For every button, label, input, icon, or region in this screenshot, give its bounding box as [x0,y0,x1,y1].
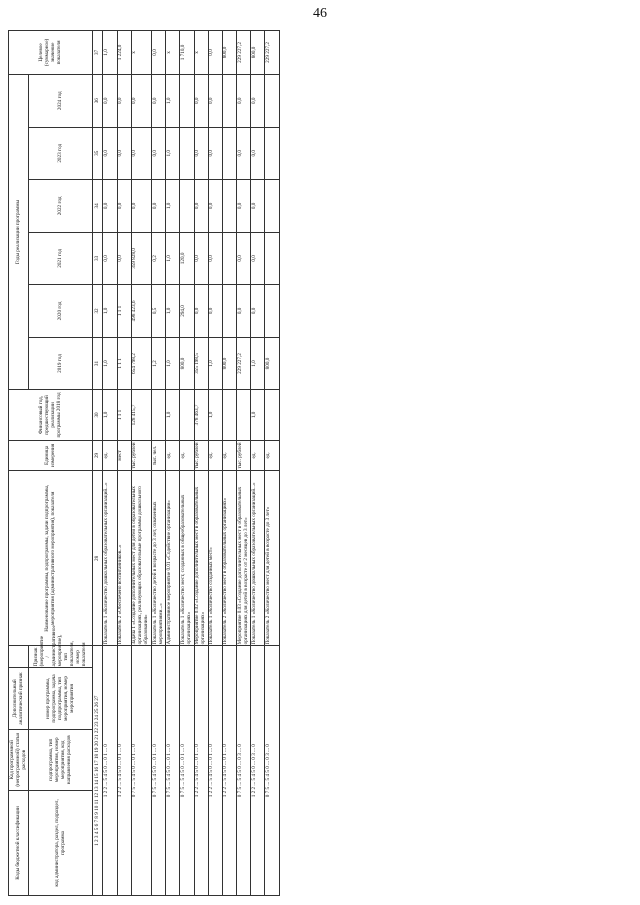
row-year-value: 0,0 [131,127,151,180]
row-year-value [222,232,236,285]
hdr-codes-c: номер программы, подпрограмма, задача подпрограммы, тип мероприятия, номер мероприятия [29,668,93,729]
row-base-year: 378 463,7 [194,390,208,440]
row-codes: 1 2 2 ... 5 4 5 0 ... 0 1 ... 0 [117,646,131,896]
col-number: 25 [93,708,100,714]
row-year-value [180,180,194,233]
row-year-value: 1,2 [151,337,165,390]
row-year-value: 0,0 [131,74,151,127]
row-codes: 0 7 5 ... 5 4 5 0 ... 0 1 ... 0 [151,646,165,896]
col-number: 20 [93,740,100,747]
col-number: 23 [93,721,100,727]
row-final-value: 1,0 [103,31,117,75]
hdr-codes-d: Признак (мероприятие / административное мероприятие), тип показателя, номер показателя [29,646,93,668]
row-unit: ед. [222,440,236,471]
col-head: номер показателя [74,642,87,667]
row-base-year: 1,0 [251,390,265,440]
row-base-year [265,390,279,440]
row-codes: 0 7 5 ... 5 4 5 0 ... 0 3 ... 0 [237,646,251,896]
row-year-value: 0,0 [237,232,251,285]
year-2024: 2024 год [29,74,93,127]
row-year-value: 654 798,2 [131,337,151,390]
col-head: номер программы [44,679,51,720]
col-index: 30 [93,390,103,440]
row-year-value: 0,0 [103,127,117,180]
hdr-years-group: Годы реализации программы [9,74,29,389]
col-head: программа [59,831,66,855]
col-number: 2 [93,839,100,842]
row-base-year: 1,0 [208,390,222,440]
row-year-value [180,74,194,127]
row-final-value: 0,0 [208,31,222,75]
row-year-value: 1 1 1 [117,285,131,338]
row-base-year: 1 1 1 [117,390,131,440]
row-year-value: 0,0 [151,127,165,180]
row-description: Мероприятие 0.02 «Создание дополнительных мест в образовательных организациях» [194,471,208,646]
row-codes: 1 2 2 ... 5 4 5 0 ... 0 1 ... 0 [222,646,236,896]
row-year-value: 0,0 [251,127,265,180]
row-final-value: 800,0 [251,31,265,75]
hdr-codes-a: код администратора, раздел, подраздел, программа [29,790,93,895]
row-description: Показатель 2 «Количество мест в образовательных организациях» [222,471,236,646]
table-row [237,31,251,896]
row-final-value: 229 227,2 [237,31,251,75]
row-year-value [222,180,236,233]
col-number: 6 [93,823,100,827]
row-year-value: 355 198,5 [194,337,208,390]
row-year-value: 0,0 [208,127,222,180]
row-year-value: 1,0 [166,337,180,390]
row-year-value: 1,0 [208,337,222,390]
row-description: Показатель 2 «Количество мест для детей в возрасте до 3 лет» [265,471,279,646]
row-year-value: 120,0 [180,232,194,285]
row-year-value: 0,0 [131,180,151,233]
row-year-value [222,74,236,127]
col-number: 5 [93,827,100,831]
row-unit: тыс. рублей [131,440,151,471]
year-2020: 2020 год [29,285,93,338]
hdr-base-year: Финансовый год, предшествующий реализации программы 2018 год [9,390,93,440]
row-base-year [180,390,194,440]
table-row [194,31,208,896]
row-unit: мест [117,440,131,471]
col-head: тип мероприятия [56,676,69,721]
row-year-value: 0,0 [251,180,265,233]
row-year-value: 0,0 [194,285,208,338]
row-codes: 0 7 5 ... 5 4 5 0 ... 0 3 ... 0 [265,646,279,896]
col-index: 35 [93,127,103,180]
row-year-value: 0,0 [117,74,131,127]
col-number: 7 [93,819,100,823]
hdr-blank [9,646,29,668]
hdr-activity-class: Дополнительный аналитический признак [9,668,29,729]
program-table [8,30,280,896]
col-head: Признак (мероприятие / административное мероприятие) [32,625,63,667]
col-index: 37 [93,31,103,75]
row-year-value: 0,0 [194,232,208,285]
col-index: 34 [93,180,103,233]
col-number: 14 [93,779,100,786]
row-unit: тыс. рублей [194,440,208,471]
row-year-value: 1 1 1 [117,337,131,390]
row-year-value: 0,0 [251,232,265,285]
row-year-value: 0,0 [117,180,131,233]
row-year-value: 0,2 [151,232,165,285]
col-index-codes [93,646,103,896]
row-description: Показатель 1 «Количество детей в возрасте до 3 лет, охваченных мероприятиями...» [151,471,165,646]
row-year-value [265,285,279,338]
col-head: код направления расходов [59,735,72,785]
col-number: 3 [93,835,100,839]
row-year-value: 1,0 [103,337,117,390]
col-number: 18 [93,753,100,760]
table-row [251,31,265,896]
row-year-value: 0,0 [237,285,251,338]
row-year-value: 1,0 [166,285,180,338]
row-year-value: 0,0 [208,285,222,338]
table-row [180,31,194,896]
table-row [265,31,279,896]
col-number: 13 [93,786,100,792]
table-row [151,31,165,896]
row-year-value: 800,0 [180,337,194,390]
row-year-value [180,127,194,180]
row-year-value: 1,0 [103,285,117,338]
col-number: 12 [93,792,100,799]
row-year-value: 0,0 [237,127,251,180]
col-number: 16 [93,766,100,773]
row-unit: тыс. рублей [237,440,251,471]
row-year-value: 294,0 [180,285,194,338]
col-head: подраздел [53,800,60,823]
col-number: 27 [93,695,100,701]
col-number: 15 [93,773,100,779]
row-final-value: 1 224,0 [117,31,131,75]
row-codes: 0 7 5 ... 5 4 5 0 ... 0 1 ... 0 [180,646,194,896]
row-unit: ед. [208,440,222,471]
row-final-value: 0,0 [151,31,165,75]
row-description: Показатель 1 «Количество созданных мест» [208,471,222,646]
row-year-value: 0,0 [194,180,208,233]
table-row [222,31,236,896]
row-year-value: 0,0 [151,180,165,233]
row-year-value: 800,0 [265,337,279,390]
col-number: 9 [93,812,100,815]
row-unit: ед. [251,440,265,471]
hdr-budget-code: Коды бюджетной классификации [9,790,29,895]
row-description: Задача 1 «Создание дополнительных мест для детей в образовательных организациях, реализующих образовательные программы дошкольного образования» [131,471,151,646]
row-codes: 1 2 2 ... 5 4 5 0 ... 0 1 ... 0 [208,646,222,896]
row-base-year: 1,0 [103,390,117,440]
hdr-program-code: Код программной (непрограммной) статьи расходов [9,729,29,790]
row-year-value: 0,0 [103,180,117,233]
row-codes: 1 2 2 ... 5 4 5 0 ... 0 3 ... 0 [251,646,265,896]
row-year-value: 1,0 [166,127,180,180]
row-base-year [151,390,165,440]
row-year-value: 1,0 [166,74,180,127]
col-head: подпрограмма [50,690,57,723]
row-year-value: 0,0 [251,285,265,338]
row-codes: 1 2 2 ... 5 4 5 0 ... 0 1 ... 0 [103,646,117,896]
row-year-value: 359 828,0 [131,232,151,285]
row-year-value [222,285,236,338]
row-base-year: 1,0 [166,390,180,440]
row-base-year [237,390,251,440]
hdr-unit: Единица измерения [9,440,93,471]
table-body [103,31,279,896]
col-number: 19 [93,747,100,753]
col-number: 26 [93,702,100,708]
row-description: Показатель 1 «Количество мест, созданных в общеобразовательных организациях» [180,471,194,646]
row-final-value: х [131,31,151,75]
col-head: тип мероприятия [47,738,60,783]
table-rotation-frame [8,30,628,896]
col-head: код администратора [53,842,60,887]
row-description: Мероприятие 0.03 «Создание дополнительных мест в образовательных организациях для детей в возрасте от 2 месяцев до 3 лет» [237,471,251,646]
row-unit: ед. [166,440,180,471]
row-description: Показатель 1 «Количество дошкольных образовательных организаций...» [251,471,265,646]
year-2019: 2019 год [29,337,93,390]
row-year-value: 0,5 [151,285,165,338]
row-year-value: 0,0 [194,74,208,127]
col-head: задача подпрограммы [50,674,63,721]
row-description: Показатель 1 «Количество дошкольных образовательных организаций...» [103,471,117,646]
row-year-value: 0,0 [117,232,131,285]
row-final-value: 229 227,2 [265,31,279,75]
row-description: Административное мероприятие 0.01 «Содействие организации» [166,471,180,646]
row-unit: ед. [265,440,279,471]
table-row [208,31,222,896]
row-year-value: 498 423,6 [131,285,151,338]
row-year-value: 0,0 [208,74,222,127]
col-number: 21 [93,734,100,740]
row-final-value: х [166,31,180,75]
col-number: 22 [93,728,100,734]
row-year-value [265,74,279,127]
col-index: 36 [93,74,103,127]
column-index-row [93,31,103,896]
row-description: Показатель 2 «Обеспечено воспитанников...» [117,471,131,646]
page-number: 46 [313,6,327,21]
hdr-final: Целевое (суммарное) значение показателя [9,31,93,75]
col-number: 4 [93,831,100,835]
row-unit: ед. [180,440,194,471]
col-head: номер мероприятия [53,737,66,780]
col-index: 29 [93,440,103,471]
col-number: 24 [93,715,100,721]
col-number: 8 [93,816,100,819]
col-index: 28 [93,471,103,646]
col-head: тип показателя [62,642,75,667]
hdr-name: Наименование программы, подпрограммы, задачи подпрограммы, мероприятия (административного мероприятия), показателя [9,471,93,646]
row-year-value: 0,0 [194,127,208,180]
row-codes: 0 7 5 ... 5 4 5 0 ... 0 1 ... 0 [166,646,180,896]
row-year-value: 0,0 [237,74,251,127]
col-index: 33 [93,232,103,285]
row-codes: 1 2 2 ... 5 4 5 0 ... 0 1 ... 0 [194,646,208,896]
row-year-value: 0,0 [251,74,265,127]
row-year-value: 0,0 [237,180,251,233]
row-base-year [222,390,236,440]
row-year-value: 1,0 [166,180,180,233]
col-number: 11 [93,799,100,805]
row-unit: тыс. чел. [151,440,165,471]
row-codes: 0 7 5 ... 5 4 5 0 ... 0 1 ... 0 [131,646,151,896]
col-head: подпрограмма [47,749,54,781]
row-year-value [265,232,279,285]
year-2023: 2023 год [29,127,93,180]
table-row [103,31,117,896]
table-row [117,31,131,896]
row-year-value [222,127,236,180]
year-2022: 2022 год [29,180,93,233]
table-row [131,31,151,896]
col-index: 31 [93,337,103,390]
row-year-value: 800,0 [222,337,236,390]
table-row [166,31,180,896]
row-year-value: 0,0 [103,74,117,127]
row-unit: ед. [103,440,117,471]
row-base-year: 128 415,7 [131,390,151,440]
row-year-value: 0,0 [117,127,131,180]
col-head: раздел [53,825,60,840]
hdr-codes-b: подпрограмма, тип мероприятия, номер мероприятия, код направления расходов [29,729,93,790]
col-index: 32 [93,285,103,338]
col-number: 17 [93,760,100,766]
row-year-value: 229 227,2 [237,337,251,390]
row-final-value: 1 710,0 [180,31,194,75]
rotated-table-sheet [8,30,628,896]
row-year-value [265,127,279,180]
row-year-value: 0,0 [208,180,222,233]
row-final-value: х [194,31,208,75]
col-number: 1 [93,843,100,846]
row-year-value: 1,0 [166,232,180,285]
year-2021: 2021 год [29,232,93,285]
row-year-value [265,180,279,233]
col-head: номер мероприятия [62,676,75,713]
row-final-value: 800,0 [222,31,236,75]
row-year-value: 0,0 [103,232,117,285]
col-number: 10 [93,805,100,811]
row-year-value: 1,0 [251,337,265,390]
row-year-value: 0,0 [208,232,222,285]
row-year-value: 0,0 [151,74,165,127]
